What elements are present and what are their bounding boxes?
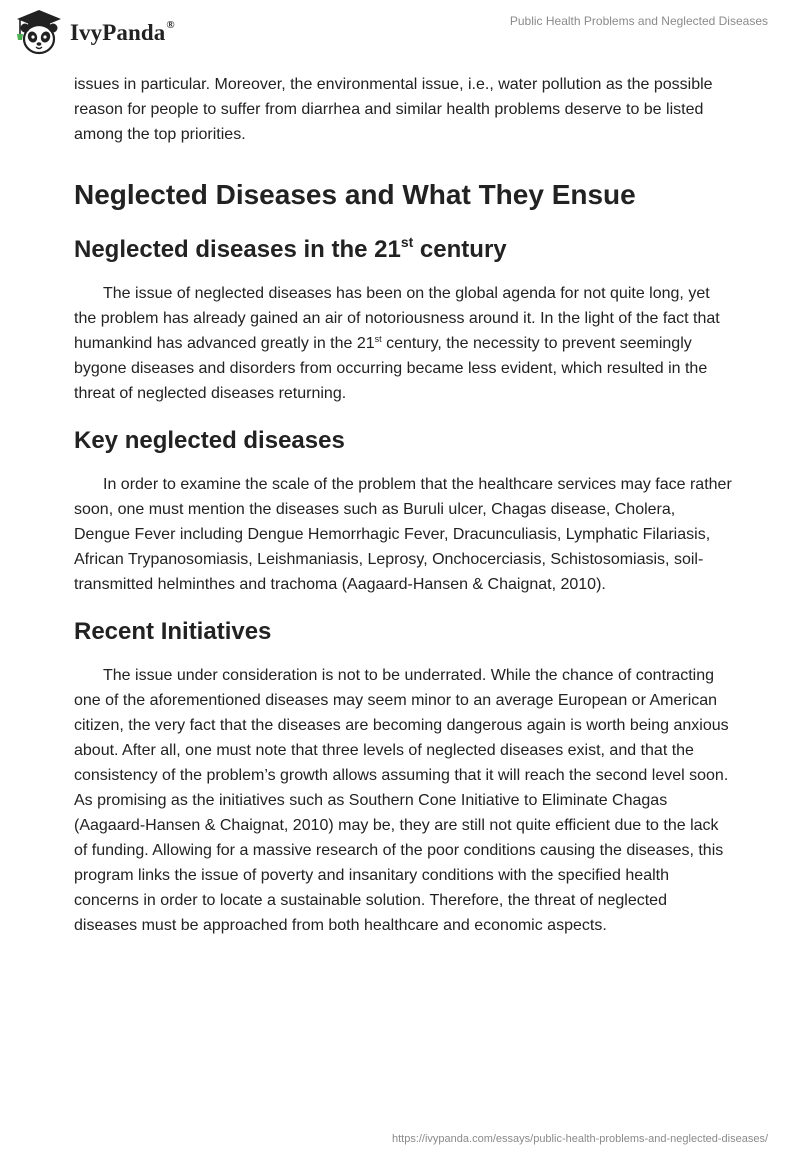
intro-paragraph: issues in particular. Moreover, the environmental issue, i.e., water pollution as the possible reason for people to suffer from diarrhea and similar health problems deserve to be listed among the top priorities. xyxy=(74,76,713,143)
essay-content xyxy=(74,72,734,938)
paragraph-ordinal: st xyxy=(374,334,382,344)
main-heading: Neglected Diseases and What They Ensue xyxy=(74,179,636,210)
section-heading-key-diseases: Key neglected diseases xyxy=(74,427,345,454)
panda-graduate-icon xyxy=(14,8,64,56)
brand-name: IvyPanda® xyxy=(70,19,175,45)
section-paragraph-recent-initiatives: The issue under consideration is not to be underrated. While the chance of contracting one of the aforementioned diseases may seem minor to an average European or American citizen, the very fact that the diseases are becoming dangerous again is worth being anxious about. After all, one must note that three levels of neglected diseases exist, and that the consistency of the problem’s growth allows assuming that it will reach the second level soon. As promising as the initiatives such as Southern Cone Initiative to Eliminate Chagas (Aagaard-Hansen & Chaignat, 2010) may be, they are still not quite efficient due to the lack of funding. Allowing for a massive research of the poor conditions causing the diseases, this program links the issue of poverty and insanitary conditions with the specified health concerns in order to locate a sustainable solution. Therefore, the threat of neglected diseases must be approached from both healthcare and economic aspects. xyxy=(74,667,729,934)
source-url[interactable]: https://ivypanda.com/essays/public-health-problems-and-neglected-diseases/ xyxy=(391,1133,768,1145)
section-heading-recent-initiatives: Recent Initiatives xyxy=(74,618,272,645)
section-paragraph-21st-century: The issue of neglected diseases has been on the global agenda for not quite long, yet the problem has already gained an air of notoriousness around it. In the light of the fact that humankind has advanced greatly in the 21st century, the necessity to prevent seemingly bygone diseases and disorders from occurring became less evident, which resulted in the threat of neglected diseases returning. xyxy=(74,285,720,402)
page-header xyxy=(0,0,800,64)
section-heading-21st-century: Neglected diseases in the 21st century xyxy=(74,234,507,263)
ivypanda-logo[interactable] xyxy=(14,8,175,56)
registered-mark: ® xyxy=(166,19,175,32)
document-title: Public Health Problems and Neglected Diseases xyxy=(509,14,768,28)
section-paragraph-key-diseases: In order to examine the scale of the problem that the healthcare services may face rather soon, one must mention the diseases such as Buruli ulcer, Chagas disease, Cholera, Dengue Fever including Dengue Hemorrhagic Fever, Dracunculiasis, Lymphatic Filariasis, African Trypanosomiasis, Leishmaniasis, Leprosy, Onchocerciasis, Schistosomiasis, soil-transmitted helminthes and trachoma (Aagaard-Hansen & Chaignat, 2010). xyxy=(74,476,732,593)
heading-ordinal: st xyxy=(400,234,414,250)
